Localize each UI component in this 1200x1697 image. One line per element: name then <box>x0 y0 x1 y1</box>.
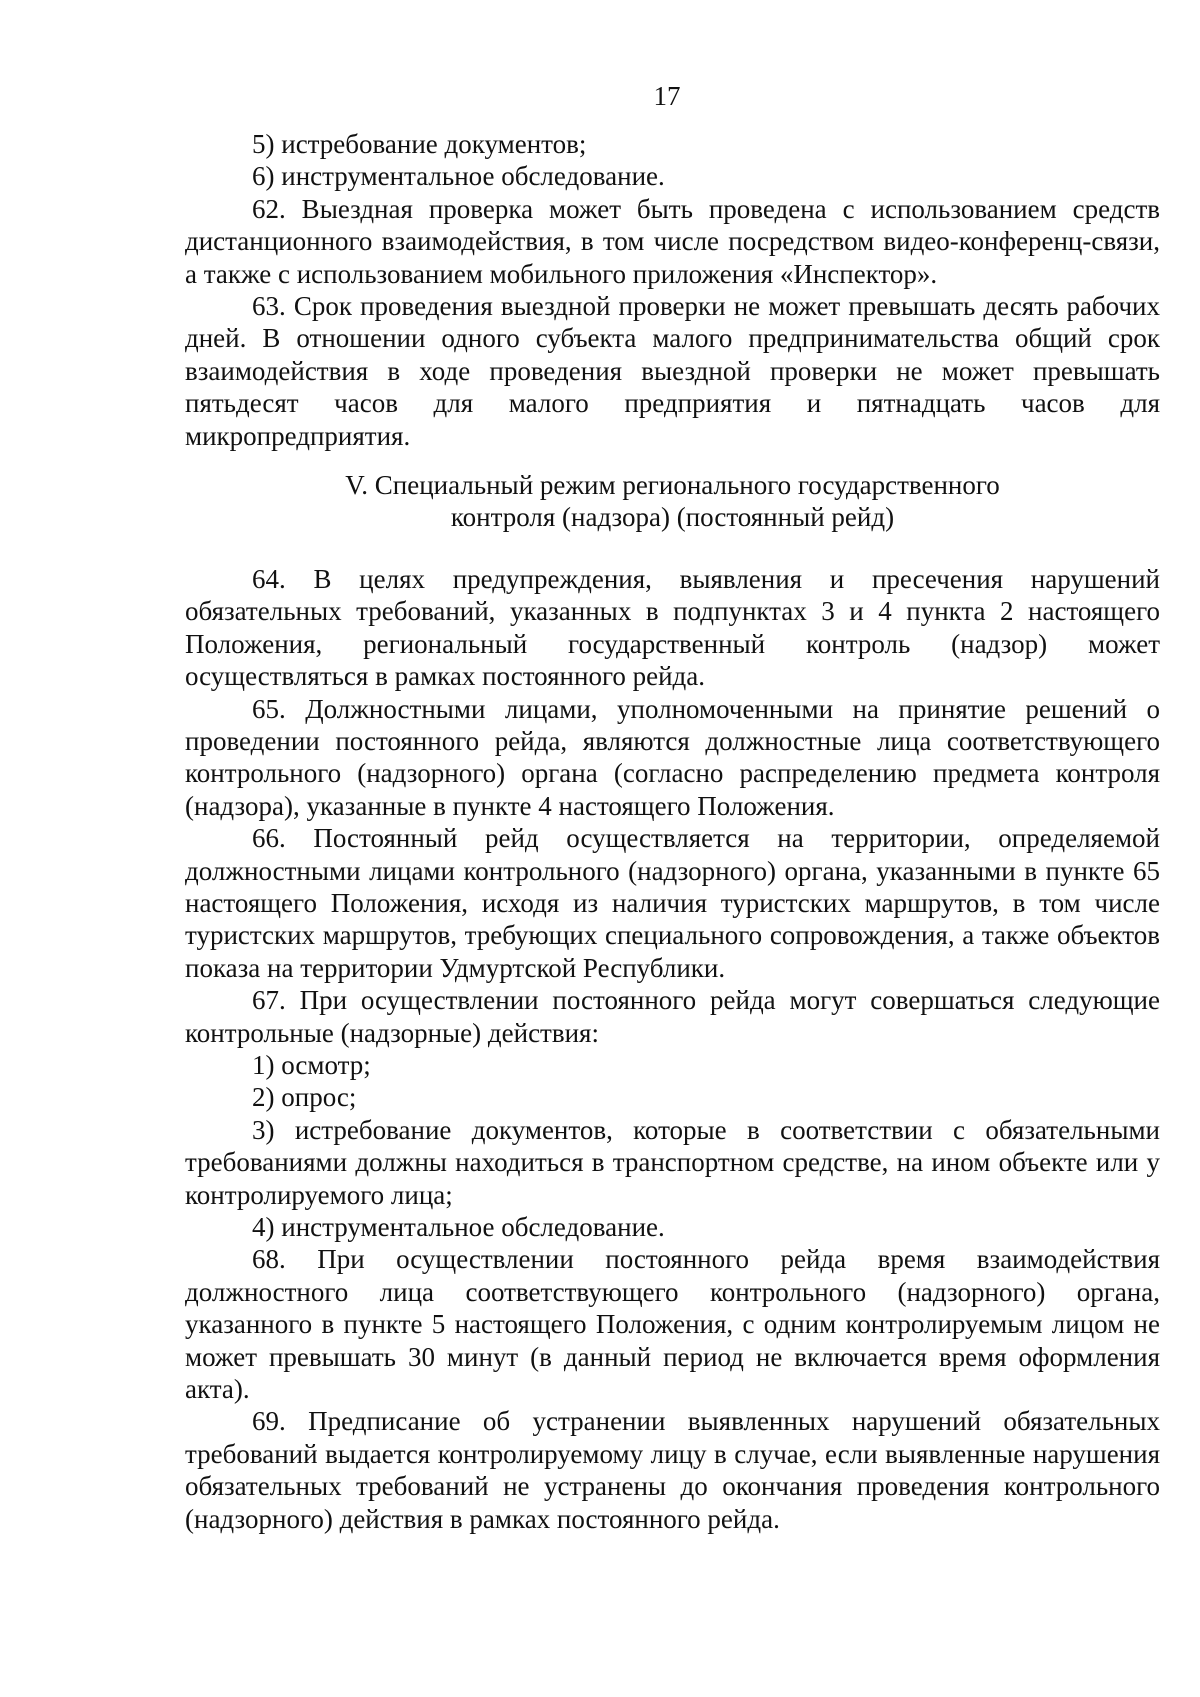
list-item: 3) истребование документов, которые в соответствии с обязательными требованиями должны находиться в транспортном средстве, на ином объекте или у контролируемого лица; <box>185 1114 1160 1210</box>
paragraph-68: 68. При осуществлении постоянного рейда время взаимодействия должностного лица соответствующего контрольного (надзорного) органа, указанного в пункте 5 настоящего Положения, с одним контролируемым лицом не может превышать 30 минут (в данный период не включается время оформления акта). <box>185 1244 1160 1405</box>
section-heading-line: контроля (надзора) (постоянный рейд) <box>450 502 895 533</box>
list-item: 5) истребование документов; <box>252 129 587 159</box>
list-item: 1) осмотр; <box>252 1049 371 1080</box>
section-heading-line: V. Специальный режим регионального государственного <box>345 470 1000 501</box>
list-item: 2) опрос; <box>252 1082 357 1113</box>
section-heading <box>185 452 1160 563</box>
page-number: 17 <box>653 81 681 111</box>
list-item: 6) инструментальное обследование. <box>252 161 665 192</box>
paragraph-65: 65. Должностными лицами, уполномоченными на принятие решений о проведении постоянного рейда, являются должностные лица соответствующего контрольного (надзорного) органа (согласно распределению предмета контроля (надзора), указанные в пункте 4 настоящего Положения. <box>185 693 1160 821</box>
document-body <box>185 128 1160 1535</box>
paragraph-62: 62. Выездная проверка может быть проведена с использованием средств дистанционного взаимодействия, в том числе посредством видео-конференц-связи, а также с использованием мобильного приложения «Инспектор». <box>185 193 1160 289</box>
paragraph-64: 64. В целях предупреждения, выявления и пресечения нарушений обязательных требований, указанных в подпунктах 3 и 4 пункта 2 настоящего Положения, региональный государственный контроль (надзор) может осуществляться в рамках постоянного рейда. <box>185 563 1160 692</box>
paragraph-67: 67. При осуществлении постоянного рейда могут совершаться следующие контрольные (надзорные) действия: <box>185 985 1160 1048</box>
paragraph-69: 69. Предписание об устранении выявленных нарушений обязательных требований выдается контролируемому лицу в случае, если выявленные нарушения обязательных требований не устранены до окончания проведения контрольного (надзорного) действия в рамках постоянного рейда. <box>185 1406 1160 1534</box>
paragraph-63: 63. Срок проведения выездной проверки не может превышать десять рабочих дней. В отношении одного субъекта малого предпринимательства общий срок взаимодействия в ходе проведения выездной проверки не может превышать пятьдесят часов для малого предприятия и пятнадцать часов для микропредприятия. <box>185 291 1160 451</box>
paragraph-66: 66. Постоянный рейд осуществляется на территории, определяемой должностными лицами контрольного (надзорного) органа, указанными в пункте 65 настоящего Положения, исходя из наличия туристских маршрутов, в том числе туристских маршрутов, требующих специального сопровождения, а также объектов показа на территории Удмуртской Республики. <box>185 823 1160 983</box>
list-item: 4) инструментальное обследование. <box>252 1212 665 1242</box>
